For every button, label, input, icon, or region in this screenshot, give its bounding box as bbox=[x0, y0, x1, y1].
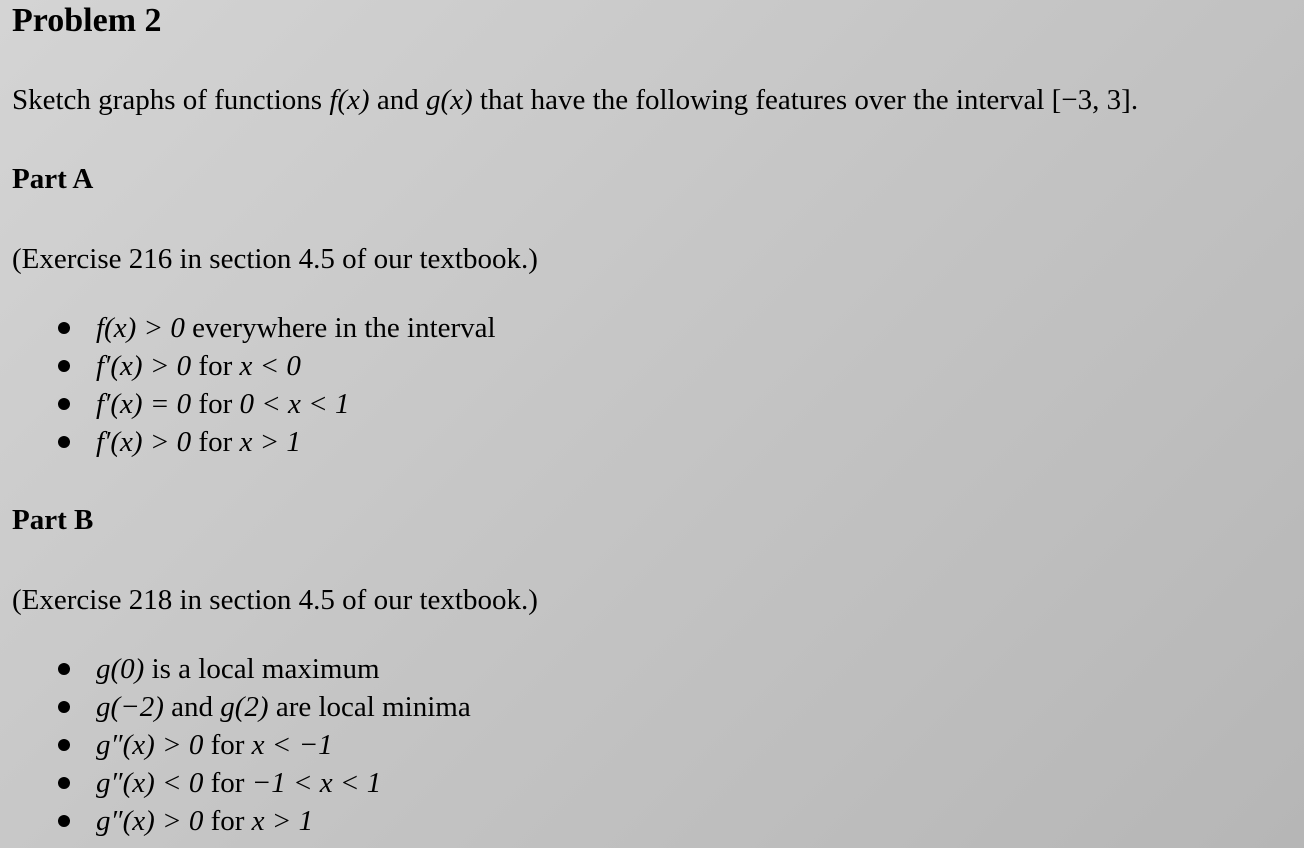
interval-expression: [−3, 3] bbox=[1051, 84, 1131, 116]
bullet-icon bbox=[58, 360, 70, 372]
list-item bbox=[56, 650, 471, 688]
intro-text-prefix: Sketch graphs of functions bbox=[12, 84, 330, 116]
condition-text: for bbox=[191, 388, 240, 420]
condition-math-2: g(2) bbox=[220, 691, 269, 723]
part-b-list bbox=[56, 650, 471, 840]
g-expression: g(x) bbox=[425, 84, 473, 116]
condition-range: x > 1 bbox=[251, 805, 314, 837]
condition-math: g(−2) bbox=[96, 691, 164, 723]
list-item bbox=[56, 309, 496, 347]
f-expression: f(x) bbox=[329, 84, 370, 116]
list-item bbox=[56, 688, 471, 726]
condition-math: f′(x) > 0 bbox=[96, 426, 192, 458]
list-item bbox=[56, 385, 496, 423]
condition-text: is a local maximum bbox=[144, 653, 380, 685]
condition-range: x < 0 bbox=[239, 350, 301, 382]
intro-paragraph bbox=[12, 84, 1138, 117]
page-title: Problem 2 bbox=[12, 2, 162, 39]
condition-text: for bbox=[191, 350, 240, 382]
bullet-icon bbox=[58, 398, 70, 410]
list-item bbox=[56, 423, 496, 461]
part-b-reference: (Exercise 218 in section 4.5 of our textbook.) bbox=[12, 584, 538, 616]
bullet-icon bbox=[58, 663, 70, 675]
part-a-reference: (Exercise 216 in section 4.5 of our textbook.) bbox=[12, 243, 538, 275]
condition-range: x < −1 bbox=[251, 729, 333, 761]
list-item bbox=[56, 802, 471, 840]
condition-text: for bbox=[203, 767, 252, 799]
list-item bbox=[56, 347, 496, 385]
part-a-heading: Part A bbox=[12, 163, 94, 195]
intro-text-mid: that have the following features over the interval bbox=[472, 84, 1052, 116]
condition-math: g(0) bbox=[96, 653, 145, 685]
bullet-icon bbox=[58, 436, 70, 448]
condition-range: x > 1 bbox=[239, 426, 301, 458]
list-item bbox=[56, 764, 471, 802]
part-b-heading: Part B bbox=[12, 504, 94, 536]
condition-math: f′(x) > 0 bbox=[96, 350, 192, 382]
condition-text-2: are local minima bbox=[268, 691, 471, 723]
condition-text: for bbox=[203, 805, 252, 837]
condition-range: −1 < x < 1 bbox=[251, 767, 382, 799]
condition-math: f′(x) = 0 bbox=[96, 388, 192, 420]
condition-math: f(x) > 0 bbox=[96, 312, 185, 344]
condition-text: for bbox=[191, 426, 240, 458]
condition-text: everywhere in the interval bbox=[184, 312, 496, 344]
condition-math: g″(x) > 0 bbox=[96, 729, 204, 761]
condition-text: and bbox=[163, 691, 221, 723]
part-a-list bbox=[56, 309, 496, 461]
intro-text-suffix: . bbox=[1130, 84, 1139, 116]
list-item bbox=[56, 726, 471, 764]
bullet-icon bbox=[58, 815, 70, 827]
bullet-icon bbox=[58, 322, 70, 334]
bullet-icon bbox=[58, 701, 70, 713]
condition-math: g″(x) > 0 bbox=[96, 805, 204, 837]
intro-and: and bbox=[369, 84, 426, 116]
bullet-icon bbox=[58, 739, 70, 751]
condition-math: g″(x) < 0 bbox=[96, 767, 204, 799]
condition-range: 0 < x < 1 bbox=[239, 388, 350, 420]
bullet-icon bbox=[58, 777, 70, 789]
condition-text: for bbox=[203, 729, 252, 761]
